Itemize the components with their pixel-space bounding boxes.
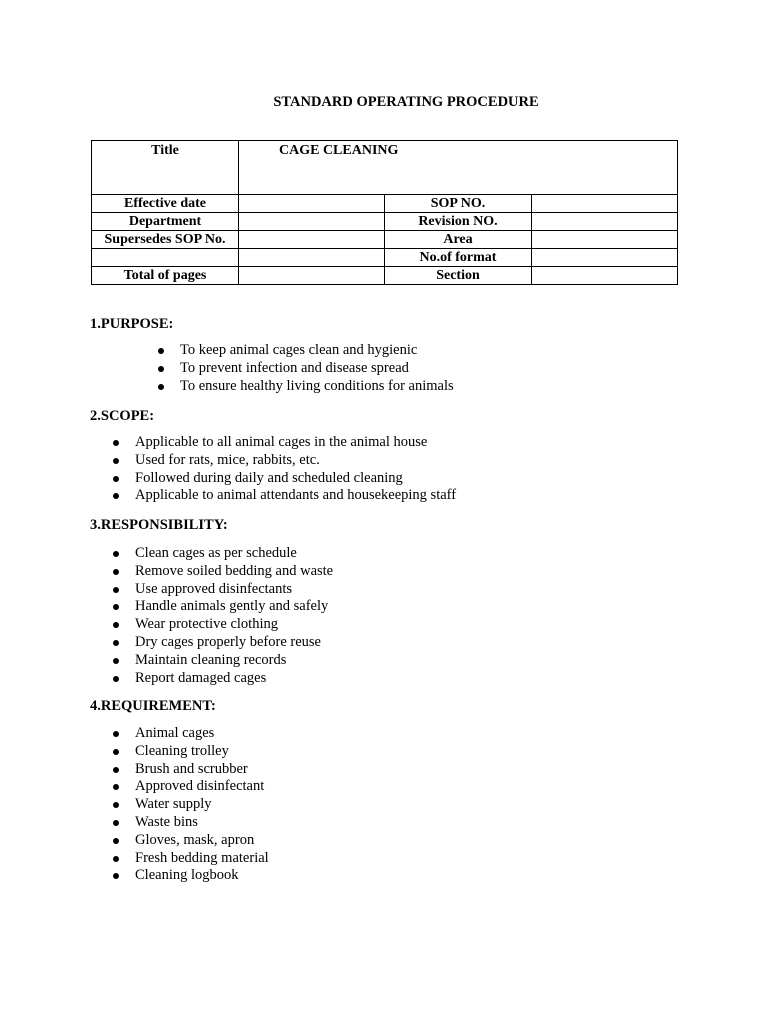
bullet-icon (113, 820, 119, 826)
scope-section (90, 407, 690, 505)
list-item (90, 761, 690, 779)
revision-no-value (531, 213, 677, 231)
list-item (90, 670, 690, 688)
table-row-title (92, 141, 678, 195)
supersedes-sop-label: Supersedes SOP No. (92, 231, 239, 249)
purpose-list (90, 342, 690, 395)
bullet-icon (113, 676, 119, 682)
list-item (90, 434, 690, 452)
list-item (90, 598, 690, 616)
bullet-icon (113, 640, 119, 646)
bullet-icon (113, 784, 119, 790)
list-item (90, 850, 690, 868)
scope-heading: 2.SCOPE: (90, 408, 155, 424)
list-item (90, 616, 690, 634)
list-item (90, 342, 690, 360)
responsibility-heading: 3.RESPONSIBILITY: (90, 517, 228, 533)
list-item (90, 581, 690, 599)
bullet-icon (113, 622, 119, 628)
list-item-text: Dry cages properly before reuse (135, 633, 321, 650)
list-item (90, 796, 690, 814)
list-item-text: Used for rats, mice, rabbits, etc. (135, 451, 320, 468)
list-item (90, 778, 690, 796)
department-label: Department (92, 213, 239, 231)
list-item-text: Gloves, mask, apron (135, 831, 255, 848)
bullet-icon (113, 587, 119, 593)
blank-value (239, 249, 385, 267)
section-label: Section (385, 267, 531, 285)
list-item-text: Fresh bedding material (135, 849, 269, 866)
list-item-text: Applicable to all animal cages in the animal house (135, 434, 428, 450)
list-item-text: Applicable to animal attendants and housekeeping staff (135, 487, 457, 504)
bullet-icon (113, 458, 119, 464)
list-item-text: Cleaning trolley (135, 742, 229, 759)
table-row (92, 231, 678, 249)
section-value (531, 267, 677, 285)
list-item-text: Animal cages (135, 725, 215, 741)
sop-header-table (91, 140, 678, 285)
list-item (90, 563, 690, 581)
no-of-format-label: No.of format (385, 249, 531, 267)
bullet-icon (158, 384, 164, 390)
responsibility-section (90, 516, 690, 687)
list-item (90, 545, 690, 563)
document-heading: STANDARD OPERATING PROCEDURE (273, 94, 539, 110)
list-item-text: To prevent infection and disease spread (180, 359, 409, 376)
department-value (239, 213, 385, 231)
bullet-icon (113, 551, 119, 557)
list-item (90, 452, 690, 470)
list-item-text: Water supply (135, 796, 212, 813)
list-item (90, 743, 690, 761)
list-item-text: Remove soiled bedding and waste (135, 562, 334, 579)
list-item (90, 378, 690, 396)
bullet-icon (113, 873, 119, 879)
sop-no-value (531, 195, 677, 213)
bullet-icon (113, 569, 119, 575)
bullet-icon (113, 838, 119, 844)
table-row (92, 267, 678, 285)
scope-list (90, 434, 690, 505)
requirement-list (90, 725, 690, 885)
list-item-text: Handle animals gently and safely (135, 598, 329, 615)
title-label: Title (92, 141, 239, 195)
list-item-text: Followed during daily and scheduled cleaning (135, 469, 403, 486)
area-value (531, 231, 677, 249)
list-item-text: Maintain cleaning records (135, 651, 287, 668)
area-label: Area (385, 231, 531, 249)
list-item (90, 487, 690, 505)
list-item-text: Clean cages as per schedule (135, 545, 297, 561)
bullet-icon (113, 440, 119, 446)
revision-no-label: Revision NO. (385, 213, 531, 231)
blank-label (92, 249, 239, 267)
bullet-icon (158, 366, 164, 372)
list-item-text: Brush and scrubber (135, 760, 248, 777)
bullet-icon (113, 731, 119, 737)
list-item-text: Report damaged cages (135, 669, 267, 686)
sop-no-label: SOP NO. (385, 195, 531, 213)
purpose-section (90, 315, 690, 395)
title-value: CAGE CLEANING (239, 141, 678, 195)
purpose-heading: 1.PURPOSE: (90, 316, 174, 332)
list-item-text: To ensure healthy living conditions for animals (180, 377, 454, 394)
list-item (90, 832, 690, 850)
bullet-icon (113, 767, 119, 773)
list-item-text: Waste bins (135, 813, 198, 830)
list-item-text: Cleaning logbook (135, 867, 239, 884)
list-item (90, 867, 690, 885)
bullet-icon (113, 856, 119, 862)
requirement-section (90, 697, 690, 885)
no-of-format-value (531, 249, 677, 267)
bullet-icon (113, 802, 119, 808)
list-item (90, 814, 690, 832)
responsibility-list (90, 545, 690, 687)
bullet-icon (113, 749, 119, 755)
table-row (92, 195, 678, 213)
bullet-icon (113, 493, 119, 499)
list-item (90, 725, 690, 743)
list-item-text: Use approved disinfectants (135, 580, 293, 597)
list-item (90, 652, 690, 670)
list-item (90, 634, 690, 652)
supersedes-sop-value (239, 231, 385, 249)
bullet-icon (113, 604, 119, 610)
list-item (90, 360, 690, 378)
requirement-heading: 4.REQUIREMENT: (90, 698, 216, 714)
total-pages-value (239, 267, 385, 285)
effective-date-label: Effective date (92, 195, 239, 213)
list-item (90, 470, 690, 488)
list-item-text: Wear protective clothing (135, 616, 278, 633)
effective-date-value (239, 195, 385, 213)
total-pages-label: Total of pages (92, 267, 239, 285)
list-item-text: To keep animal cages clean and hygienic (180, 342, 418, 358)
bullet-icon (113, 658, 119, 664)
table-row (92, 213, 678, 231)
list-item-text: Approved disinfectant (135, 778, 265, 795)
table-row (92, 249, 678, 267)
bullet-icon (158, 348, 164, 354)
bullet-icon (113, 476, 119, 482)
